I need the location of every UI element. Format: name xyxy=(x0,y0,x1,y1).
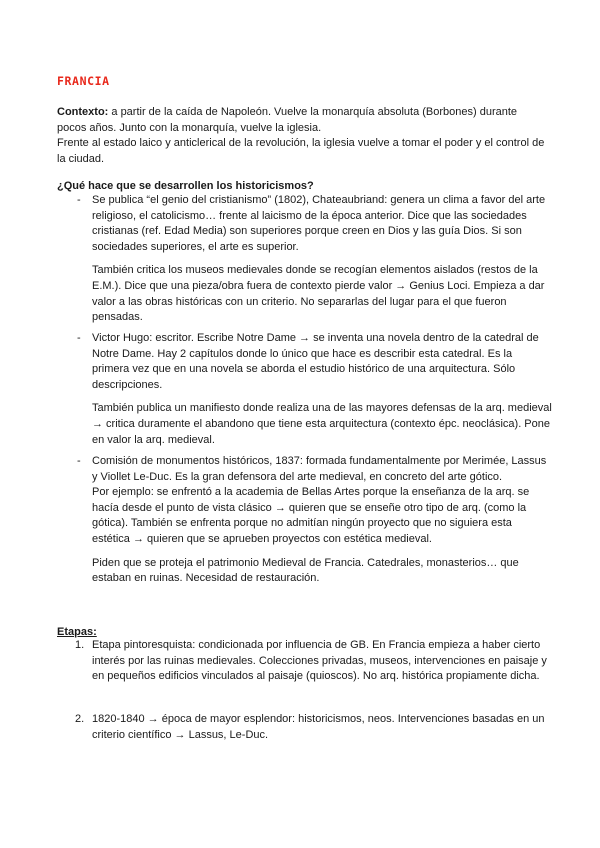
item-paragraph: Se publica “el genio del cristianismo” (1802), Chateaubriand: genera un clima a favor del arte religioso, el catolicismo… frente al laicismo de la época anterior. Dice que las sociedades cristianas (ref. Edad Media) son superiores porque creen en Dios y las guía Dios. Si son sociedades superiores, el arte es superior. xyxy=(92,194,546,253)
list-item xyxy=(77,331,552,448)
item-paragraph: Por ejemplo: se enfrentó a la academia de Bellas Artes porque la enseñanza de la arq. se hacía desde el punto de vista clásico → quieren que se enseñe otro tipo de arq. (como la gótica). También se enfrenta porque no admitían ningún proyecto que no siguiera esta estética → quieren que se aprueben proyectos con estética medieval. xyxy=(92,486,530,545)
context-text-2: Frente al estado laico y anticlerical de la revolución, la iglesia vuelve a tomar el poder y el control de la ciudad. xyxy=(57,137,545,165)
item-paragraph: Piden que se proteja el patrimonio Medieval de Francia. Catedrales, monasterios… que estaban en ruinas. Necesidad de restauración. xyxy=(92,556,519,585)
dash-marker: - xyxy=(77,455,81,467)
context-label: Contexto: xyxy=(57,106,109,118)
numbered-item xyxy=(75,712,550,743)
context-text-1: a partir de la caída de Napoleón. Vuelve la monarquía absoluta (Borbones) durante pocos años. Junto con la monarquía, vuelve la iglesia. xyxy=(57,106,518,134)
context-section xyxy=(57,105,547,167)
dash-marker: - xyxy=(77,332,81,344)
page-title: FRANCIA xyxy=(57,74,110,88)
item-paragraph: Comisión de monumentos históricos, 1837: formada fundamentalmente por Merimée, Lassus y Viollet Le-Duc. Es la gran defensora del arte medieval, en concreto del arte gótico. xyxy=(92,455,547,483)
number-marker: 1. xyxy=(75,639,85,651)
item-paragraph: Victor Hugo: escritor. Escribe Notre Dame → se inventa una novela dentro de la catedral de Notre Dame. Hay 2 capítulos donde lo único que hace es describir esta catedral. Es la primera vez que en una novela se aborda el estudio histórico de una arquitectura. Sólo descripciones. xyxy=(92,332,539,391)
numbered-item xyxy=(75,638,550,685)
etapas-heading: Etapas: xyxy=(57,626,97,638)
item-paragraph: También publica un manifiesto donde realiza una de las mayores defensas de la arq. medieval → critica duramente el abandono que tiene esta arquitectura (contexto épc. neoclásica). Pone en valor la arq. medieval. xyxy=(92,402,552,446)
list-item xyxy=(77,193,552,326)
number-marker: 2. xyxy=(75,713,85,725)
dash-marker: - xyxy=(77,194,81,206)
item-paragraph: Etapa pintoresquista: condicionada por influencia de GB. En Francia empieza a haber cierto interés por las ruinas medievales. Colecciones privadas, museos, intervenciones en paisaje y en pequeños edificios vinculados al paisaje (quioscos). No arq. histórica propiamente dicha. xyxy=(92,639,547,683)
item-paragraph: También critica los museos medievales donde se recogían elementos aislados (restos de la E.M.). Dice que una pieza/obra fuera de contexto pierde valor → Genius Loci. Empieza a dar valor a las obras históricas con un criterio. No separarlas del lugar para el que fueron pensadas. xyxy=(92,264,545,324)
item-paragraph: 1820-1840 → época de mayor esplendor: historicismos, neos. Intervenciones basadas en un criterio científico → Lassus, Le-Duc. xyxy=(92,713,545,741)
context-paragraph xyxy=(57,105,547,136)
list-item xyxy=(77,454,552,587)
historicismos-heading: ¿Qué hace que se desarrollen los historicismos? xyxy=(57,180,314,192)
